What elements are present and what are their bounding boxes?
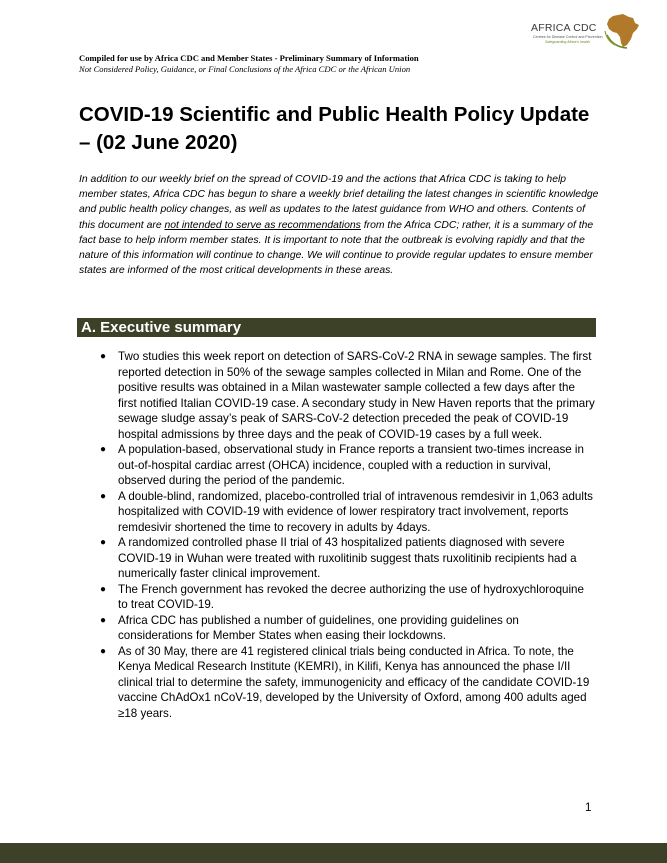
bullet-icon: ● [100,583,107,595]
list-item-text: Africa CDC has published a number of guidelines, one providing guidelines on considerations for Member States when easing their lockdowns. [118,613,519,642]
list-item-text: The French government has revoked the decree authorizing the use of hydroxychloroquine to treat COVID-19. [118,582,584,611]
list-item-text: A double-blind, randomized, placebo-controlled trial of intravenous remdesivir in 1,063 adults hospitalized with COVID-19 with evidence of lower respiratory tract involvement, reports remdesivir shortened the time to recovery in adults by 4days. [118,489,593,534]
list-item [0,349,595,442]
compiled-for-use-line: Compiled for use by Africa CDC and Member States - Preliminary Summary of Information [79,53,419,63]
bullet-icon: ● [100,444,107,455]
list-item [0,535,595,582]
bullet-icon: ● [100,537,107,548]
bullet-icon: ● [100,351,107,362]
intro-text: In addition to our weekly brief on the spread of COVID-19 and the actions that Africa CDC is taking to help member states, Africa CDC has begun to share a weekly brief detailing the latest changes in scientific knowledge and public health policy changes, as well as updates to the latest guidance from WHO and others. Contents of this document are [79,174,599,231]
intro-paragraph [79,172,599,278]
disclaimer-line: Not Considered Policy, Guidance, or Final Conclusions of the Africa CDC or the African Union [79,64,411,74]
list-item [0,442,595,489]
list-item [0,489,595,536]
document-title: COVID-19 Scientific and Public Health Policy Update – (02 June 2020) [79,103,590,154]
list-item-text: A randomized controlled phase II trial of 43 hospitalized patients diagnosed with severe COVID-19 in Wuhan were treated with ruxolitinib suggest thats ruxolitinib recipients had a numerically faster clinical improvement. [118,536,577,580]
bullet-icon: ● [100,614,107,626]
executive-summary-list [0,349,667,721]
list-item [0,582,595,613]
list-item-text: A population-based, observational study in France reports a transient two-times increase in out-of-hospital cardiac arrest (OHCA) incidence, coupled with a reduction in survival, observed during the period of the pandemic. [118,443,584,487]
bullet-icon: ● [100,645,107,657]
intro-underlined-text: not intended to serve as recommendations [164,219,361,231]
africa-cdc-logo [531,13,649,49]
list-item-text: Two studies this week report on detection of SARS-CoV-2 RNA in sewage samples. The first reported detection in 50% of the sewage samples collected in Milan and Rome. One of the positive results was obtained in a Milan wastewater sample collected a few days after the first notified Italian COVID-19 case. A secondary study in New Haven reports that the primary sewage sludge assay’s peak of SARS-CoV-2 detection preceded the peak of COVID-19 hospital admissions by three days and the peak of COVID-19 cases by a full week. [118,350,595,441]
list-item [0,644,595,722]
africa-map-icon [603,13,643,49]
footer-bar [0,843,667,863]
logo-wordmark: AFRICA CDC [531,22,597,34]
list-item-text: As of 30 May, there are 41 registered clinical trials being conducted in Africa. To note, the Kenya Medical Research Institute (KEMRI), in Kilifi, Kenya has announced the phase I/II clinical trial to determine the safety, immunogenicity and efficacy of the candidate COVID-19 vaccine ChAdOx1 nCoV-19, developed by the University of Oxford, among 400 adults aged ≥18 years. [118,644,590,720]
section-heading: A. Executive summary [81,319,242,336]
page-number: 1 [585,802,592,814]
logo-tagline: Safeguarding Africa's health [545,40,590,44]
bullet-icon: ● [100,490,107,502]
section-heading-bar [77,318,596,337]
list-item [0,613,595,644]
logo-subtitle: Centres for Disease Control and Prevention [533,35,603,39]
intro-text-continued: from the Africa CDC; rather, it is a summary of the fact base to help inform member states. It is important to note that the outbreak is evolving rapidly and that the nature of this information will continue to change. We will continue to provide regular updates to ensure member states are informed of the most critical developments in these areas. [79,219,594,277]
